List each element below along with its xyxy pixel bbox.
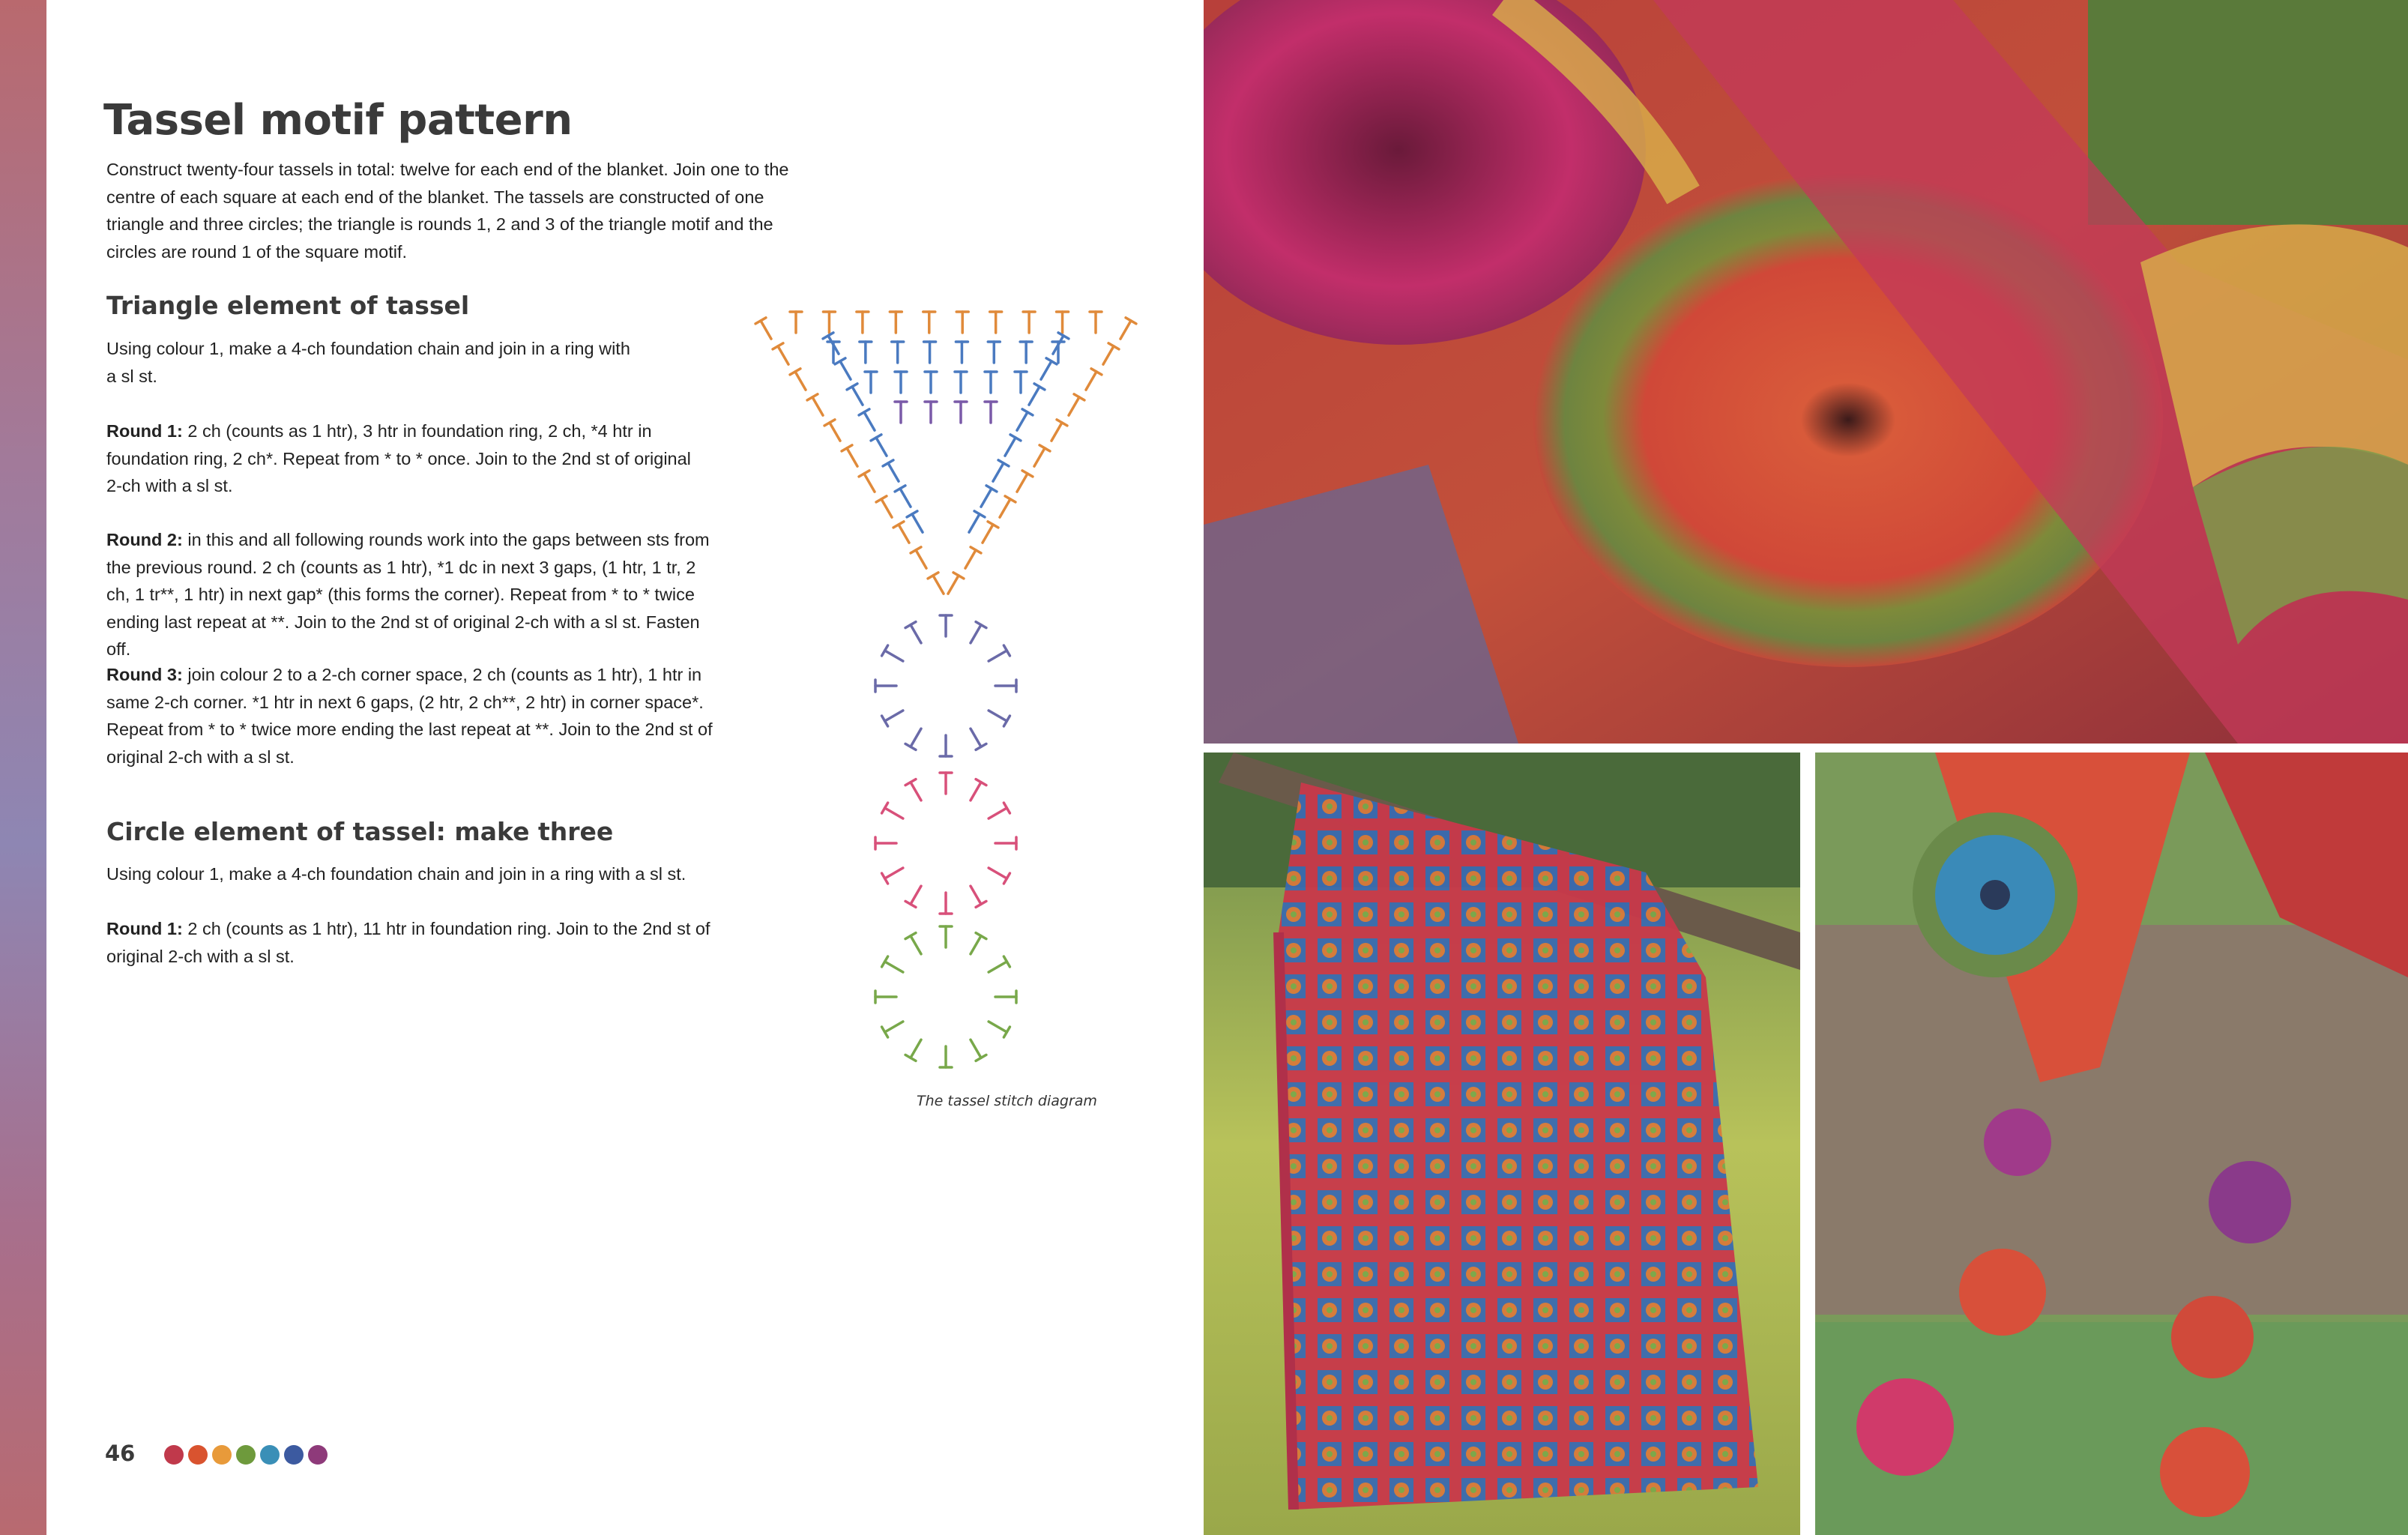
stitch-symbol bbox=[977, 522, 998, 546]
stitch-symbol bbox=[940, 893, 952, 914]
round-label: Round 1: bbox=[106, 919, 183, 938]
circle-round-1 bbox=[106, 915, 713, 970]
stitch-symbol bbox=[986, 956, 1010, 977]
stitch-symbol bbox=[893, 522, 914, 546]
stitch-symbol bbox=[790, 369, 811, 393]
stitch-symbol bbox=[990, 312, 1002, 333]
triangle-round-2 bbox=[106, 526, 721, 663]
stitch-symbol bbox=[883, 460, 904, 484]
stitch-symbol bbox=[895, 486, 916, 510]
stitch-symbol bbox=[875, 991, 896, 1003]
triangle-step-foundation: Using colour 1, make a 4-ch foundation chain and join in a ring with a sl st. bbox=[106, 339, 630, 386]
colour-dot bbox=[284, 1445, 304, 1465]
stitch-symbol bbox=[1098, 343, 1119, 367]
stitch-symbol bbox=[882, 705, 906, 726]
stitch-symbol bbox=[823, 312, 835, 333]
stitch-symbol bbox=[755, 318, 776, 342]
stitch-symbol bbox=[1012, 409, 1033, 433]
stitch-symbol bbox=[876, 496, 897, 520]
stitch-symbol bbox=[985, 402, 997, 423]
stitch-symbol bbox=[905, 779, 926, 803]
colour-dot bbox=[236, 1445, 256, 1465]
stitch-symbol bbox=[905, 883, 926, 907]
circle-heading: Circle element of tassel: make three bbox=[106, 817, 614, 846]
stitch-symbol bbox=[1012, 471, 1033, 495]
stitch-symbol bbox=[986, 645, 1010, 666]
stitch-symbol bbox=[1090, 312, 1102, 333]
tassel-stitch-diagram bbox=[736, 285, 1156, 1079]
stitch-symbol bbox=[847, 384, 868, 408]
stitch-symbol bbox=[965, 779, 986, 803]
stitch-symbol bbox=[882, 645, 906, 666]
stitch-symbol bbox=[773, 343, 794, 367]
stitch-symbol bbox=[875, 837, 896, 849]
circle-step-foundation: Using colour 1, make a 4-ch foundation chain and join in a ring with a sl st. bbox=[106, 864, 687, 884]
stitch-symbol bbox=[965, 933, 986, 957]
stitch-symbol bbox=[911, 547, 932, 571]
stitch-symbol bbox=[905, 933, 926, 957]
stitch-symbol bbox=[940, 735, 952, 756]
stitch-symbol bbox=[835, 358, 856, 382]
stitch-symbol bbox=[943, 573, 964, 597]
diagram-caption: The tassel stitch diagram bbox=[917, 1093, 1097, 1109]
stitch-symbol bbox=[890, 312, 902, 333]
stitch-symbol bbox=[995, 496, 1016, 520]
stitch-symbol bbox=[956, 312, 968, 333]
round-text: in this and all following rounds work into the gaps between sts from the previous round. 2 ch (counts as 1 htr), *1 dc in next 3 gaps, (1 htr, 1 tr, 2 ch, 1 tr**, 1 htr) in next gap* (this forms the corner). Repeat from * to * twice ending last repeat at **. Join to the 2nd st of original 2-ch with a sl st. Fasten off. bbox=[106, 530, 710, 659]
stitch-symbol bbox=[925, 372, 937, 393]
stitch-symbol bbox=[790, 312, 802, 333]
stitch-symbol bbox=[882, 956, 906, 977]
stitch-symbol bbox=[955, 372, 967, 393]
stitch-symbol bbox=[860, 342, 872, 363]
stitch-symbol bbox=[807, 394, 828, 418]
stitch-symbol bbox=[842, 445, 863, 469]
stitch-symbol bbox=[907, 511, 928, 535]
colour-dot bbox=[260, 1445, 280, 1465]
stitch-symbol bbox=[986, 803, 1010, 824]
stitch-symbol bbox=[940, 926, 952, 947]
stitch-symbol bbox=[1015, 372, 1027, 393]
stitch-symbol bbox=[905, 1037, 926, 1061]
stitch-symbol bbox=[940, 773, 952, 794]
stitch-symbol bbox=[955, 402, 967, 423]
intro-paragraph: Construct twenty-four tassels in total: twelve for each end of the blanket. Join one to the centre of each square at each end of the blanket. The tassels are constructed of one triangle and three circles; the triangle is rounds 1, 2 and 3 of the triangle motif and the circles are round 1 of the square motif. bbox=[106, 160, 789, 262]
stitch-symbol bbox=[1036, 358, 1057, 382]
stitch-symbol bbox=[824, 420, 845, 444]
stitch-symbol bbox=[1000, 435, 1021, 459]
stitch-symbol bbox=[1024, 384, 1045, 408]
stitch-symbol bbox=[986, 705, 1010, 726]
page-title: Tassel motif pattern bbox=[103, 96, 573, 145]
stitch-symbol bbox=[859, 409, 880, 433]
stitch-symbol bbox=[995, 837, 1016, 849]
stitch-symbol bbox=[928, 573, 949, 597]
blanket-closeup-photo bbox=[1204, 0, 2408, 744]
stitch-symbol bbox=[895, 372, 907, 393]
round-text: join colour 2 to a 2-ch corner space, 2 ch (counts as 1 htr), 1 htr in same 2-ch corner. *1 htr in next 6 gaps, (2 htr, 2 ch**, 2 htr) in corner space*. Repeat from * to * twice more ending the last repeat at **. Join to the 2nd st of original 2-ch with a sl st. bbox=[106, 665, 713, 767]
stitch-symbol bbox=[871, 435, 892, 459]
stitch-symbol bbox=[956, 342, 968, 363]
stitch-symbol bbox=[895, 402, 907, 423]
triangle-heading: Triangle element of tassel bbox=[106, 291, 470, 320]
colour-dot bbox=[308, 1445, 328, 1465]
stitch-symbol bbox=[859, 471, 880, 495]
stitch-symbol bbox=[905, 622, 926, 646]
left-page bbox=[46, 0, 1204, 1535]
stitch-symbol bbox=[965, 1037, 986, 1061]
stitch-symbol bbox=[995, 991, 1016, 1003]
colour-dot bbox=[212, 1445, 232, 1465]
page-number: 46 bbox=[105, 1441, 136, 1466]
stitch-symbol bbox=[976, 486, 997, 510]
colour-dot bbox=[164, 1445, 184, 1465]
round-label: Round 3: bbox=[106, 665, 183, 684]
stitch-symbol bbox=[1046, 420, 1067, 444]
stitch-symbol bbox=[1029, 445, 1050, 469]
stitch-symbol bbox=[940, 615, 952, 636]
stitch-symbol bbox=[988, 460, 1009, 484]
stitch-symbol bbox=[965, 883, 986, 907]
stitch-symbol bbox=[995, 680, 1016, 692]
stitch-symbol bbox=[985, 372, 997, 393]
triangle-round-1 bbox=[106, 417, 698, 500]
colour-dots bbox=[164, 1445, 328, 1465]
stitch-symbol bbox=[1057, 312, 1069, 333]
stitch-symbol bbox=[1020, 342, 1032, 363]
triangle-round-3 bbox=[106, 661, 713, 770]
colour-dot bbox=[188, 1445, 208, 1465]
stitch-symbol bbox=[924, 342, 936, 363]
stitch-symbol bbox=[940, 1046, 952, 1067]
book-spine-edge bbox=[0, 0, 46, 1535]
stitch-symbol bbox=[892, 342, 904, 363]
round-text: 2 ch (counts as 1 htr), 11 htr in foundation ring. Join to the 2nd st of original 2-ch with a sl st. bbox=[106, 919, 710, 966]
stitch-symbol bbox=[882, 863, 906, 884]
stitch-symbol bbox=[1115, 318, 1136, 342]
stitch-symbol bbox=[986, 863, 1010, 884]
tassel-detail-photo bbox=[1815, 753, 2408, 1535]
stitch-symbol bbox=[965, 726, 986, 750]
blanket-hanging-photo bbox=[1204, 753, 1800, 1535]
stitch-symbol bbox=[905, 726, 926, 750]
stitch-symbol bbox=[1081, 369, 1102, 393]
stitch-symbol bbox=[988, 342, 1000, 363]
stitch-symbol bbox=[1063, 394, 1084, 418]
stitch-symbol bbox=[857, 312, 869, 333]
stitch-symbol bbox=[882, 803, 906, 824]
stitch-symbol bbox=[965, 622, 986, 646]
stitch-symbol bbox=[986, 1016, 1010, 1037]
stitch-symbol bbox=[923, 312, 935, 333]
round-text: 2 ch (counts as 1 htr), 3 htr in foundation ring, 2 ch, *4 htr in foundation ring, 2 ch*. Repeat from * to * once. Join to the 2nd st of original 2-ch with a sl st. bbox=[106, 421, 691, 495]
round-label: Round 2: bbox=[106, 530, 183, 549]
stitch-symbol bbox=[964, 511, 985, 535]
stitch-symbol bbox=[875, 680, 896, 692]
stitch-symbol bbox=[925, 402, 937, 423]
round-label: Round 1: bbox=[106, 421, 183, 441]
stitch-symbol bbox=[960, 547, 981, 571]
stitch-symbol bbox=[1023, 312, 1035, 333]
stitch-symbol bbox=[865, 372, 877, 393]
stitch-symbol bbox=[882, 1016, 906, 1037]
